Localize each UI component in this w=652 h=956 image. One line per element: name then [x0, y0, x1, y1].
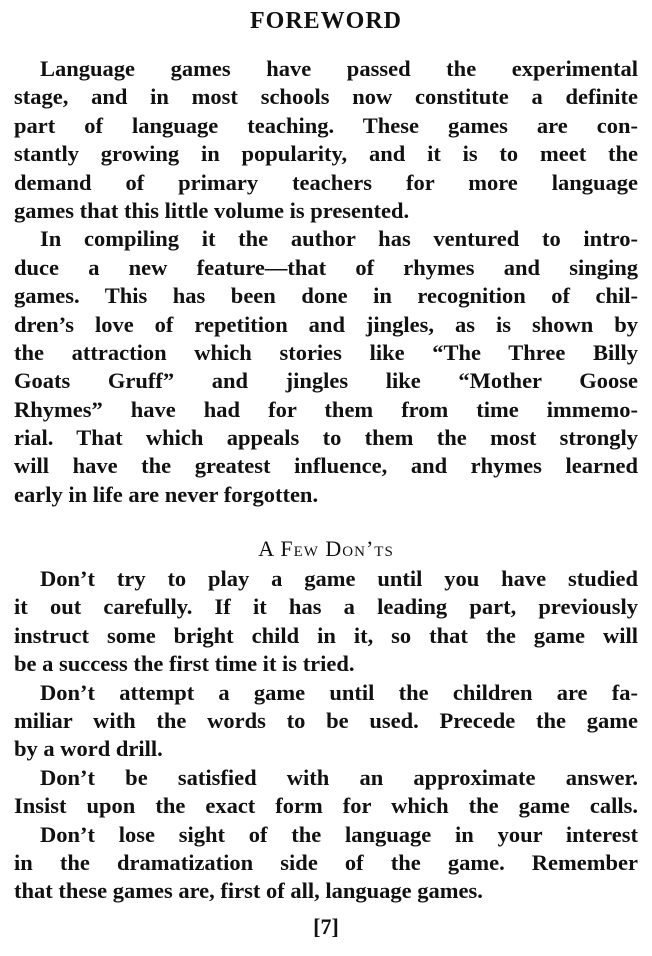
section-heading: A Few Don’ts — [258, 536, 394, 561]
text-line: Don’t attempt a game until the children are fa- — [40, 679, 638, 705]
text-line: dren’s love of repetition and jingles, as is shown by — [14, 311, 638, 337]
text-line: early in life are never forgotten. — [14, 481, 319, 507]
text-line: in the dramatization side of the game. Remember — [14, 849, 638, 875]
text-line: the attraction which stories like “The Three Billy — [14, 339, 638, 365]
text-line: instruct some bright child in it, so that the game will — [14, 622, 638, 648]
text-line: Don’t try to play a game until you have studied — [40, 566, 638, 591]
text-line: Language games have passed the experimental — [40, 56, 638, 81]
text-line: rial. That which appeals to them the most strongly — [14, 425, 638, 451]
foreword-text — [14, 55, 638, 509]
text-line: games that this little volume is presented. — [14, 197, 410, 223]
text-line: duce a new feature—that of rhymes and singing — [14, 254, 638, 280]
text-line: be a success the first time it is tried. — [14, 651, 355, 677]
text-line: it out carefully. If it has a leading part, previously — [14, 594, 638, 620]
text-line: Goats Gruff” and jingles like “Mother Goose — [14, 368, 638, 394]
text-line: stage, and in most schools now constitute a definite — [14, 84, 638, 110]
text-line: Don’t lose sight of the language in your interest — [40, 821, 638, 847]
text-line: miliar with the words to be used. Precede the game — [14, 707, 638, 733]
text-line: by a word drill. — [14, 736, 163, 762]
text-line: part of language teaching. These games are con- — [14, 112, 638, 138]
page-number: [7] — [313, 914, 339, 939]
text-line: stantly growing in popularity, and it is to meet the — [14, 141, 638, 167]
donts-text — [14, 565, 638, 906]
text-line: that these games are, first of all, language games. — [14, 878, 483, 904]
text-line: demand of primary teachers for more language — [14, 169, 638, 195]
text-line: will have the greatest influence, and rhymes learned — [14, 453, 638, 479]
text-line: games. This has been done in recognition of chil- — [14, 283, 638, 309]
text-line: Rhymes” have had for them from time immemo- — [14, 396, 638, 422]
text-line: Insist upon the exact form for which the game calls. — [14, 793, 638, 819]
text-line: In compiling it the author has ventured to intro- — [40, 226, 638, 252]
page-title: FOREWORD — [250, 8, 402, 34]
text-line: Don’t be satisfied with an approximate answer. — [40, 764, 638, 790]
